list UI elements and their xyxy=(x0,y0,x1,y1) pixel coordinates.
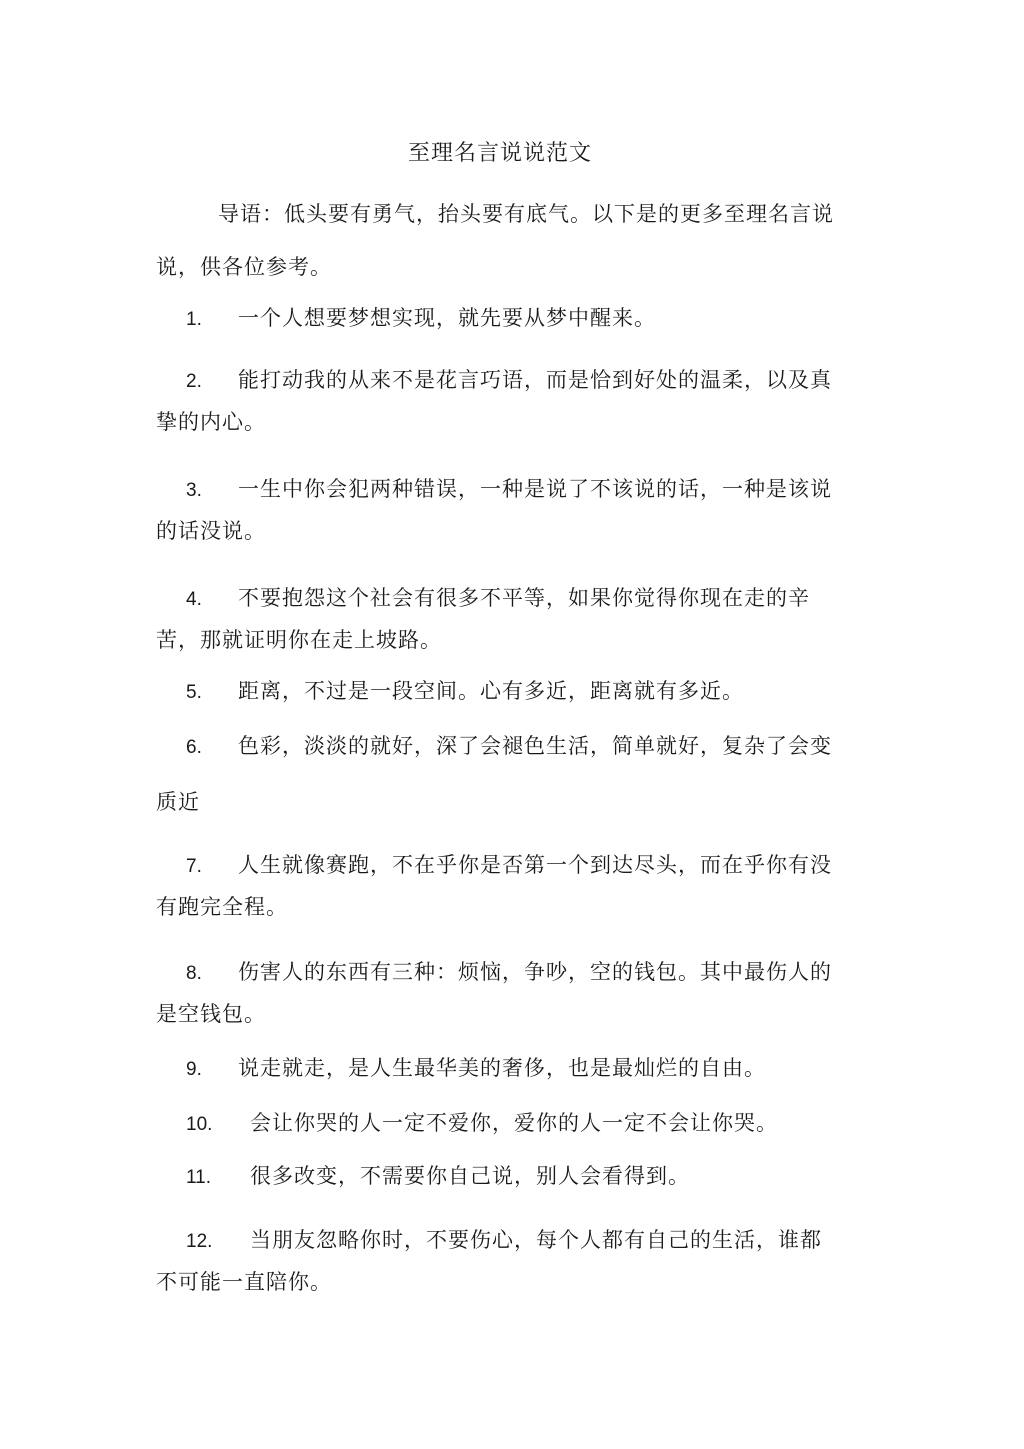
item-number: 10. xyxy=(186,1114,213,1135)
item-text: 一个人想要梦想实现，就先要从梦中醒来。 xyxy=(238,306,656,330)
item-text: 很多改变，不需要你自己说，别人会看得到。 xyxy=(250,1164,690,1188)
list-item xyxy=(156,952,842,1034)
item-text: 伤害人的东西有三种：烦恼，争吵，空的钱包。其中最伤人的是空钱包。 xyxy=(156,960,832,1026)
list-item xyxy=(156,1220,842,1302)
item-number: 2. xyxy=(186,371,202,392)
list-item xyxy=(156,1156,842,1198)
list-item xyxy=(156,1103,842,1145)
list-item xyxy=(156,719,842,829)
item-text: 说走就走，是人生最华美的奢侈，也是最灿烂的自由。 xyxy=(238,1056,766,1080)
list-item xyxy=(156,1048,842,1090)
list-item xyxy=(156,298,842,340)
list-item xyxy=(156,469,842,551)
list-item xyxy=(156,360,842,442)
item-text: 一生中你会犯两种错误，一种是说了不该说的话，一种是该说的话没说。 xyxy=(156,477,832,543)
intro-paragraph: 导语：低头要有勇气，抬头要有底气。以下是的更多至理名言说说，供各位参考。 xyxy=(156,202,834,279)
item-number: 5. xyxy=(186,682,202,703)
item-text: 会让你哭的人一定不爱你，爱你的人一定不会让你哭。 xyxy=(250,1111,778,1135)
list-item xyxy=(156,845,842,927)
item-text: 人生就像赛跑，不在乎你是否第一个到达尽头，而在乎你有没有跑完全程。 xyxy=(156,853,832,919)
list-item xyxy=(156,671,842,713)
list-item xyxy=(156,578,842,660)
item-number: 12. xyxy=(186,1231,213,1252)
item-number: 3. xyxy=(186,480,202,501)
document-title: 至理名言说说范文 xyxy=(407,141,592,166)
item-number: 7. xyxy=(186,856,202,877)
item-number: 4. xyxy=(186,589,202,610)
item-text: 不要抱怨这个社会有很多不平等，如果你觉得你现在走的辛苦，那就证明你在走上坡路。 xyxy=(156,586,810,652)
item-number: 1. xyxy=(186,309,202,330)
item-text: 当朋友忽略你时，不要伤心，每个人都有自己的生活，谁都不可能一直陪你。 xyxy=(156,1228,822,1294)
item-number: 8. xyxy=(186,963,202,984)
item-number: 9. xyxy=(186,1059,202,1080)
item-text: 色彩，淡淡的就好，深了会褪色生活，简单就好，复杂了会变质近 xyxy=(156,734,832,814)
item-number: 11. xyxy=(186,1167,212,1188)
item-number: 6. xyxy=(186,737,202,758)
item-text: 能打动我的从来不是花言巧语，而是恰到好处的温柔，以及真挚的内心。 xyxy=(156,368,832,434)
item-text: 距离，不过是一段空间。心有多近，距离就有多近。 xyxy=(238,679,744,703)
